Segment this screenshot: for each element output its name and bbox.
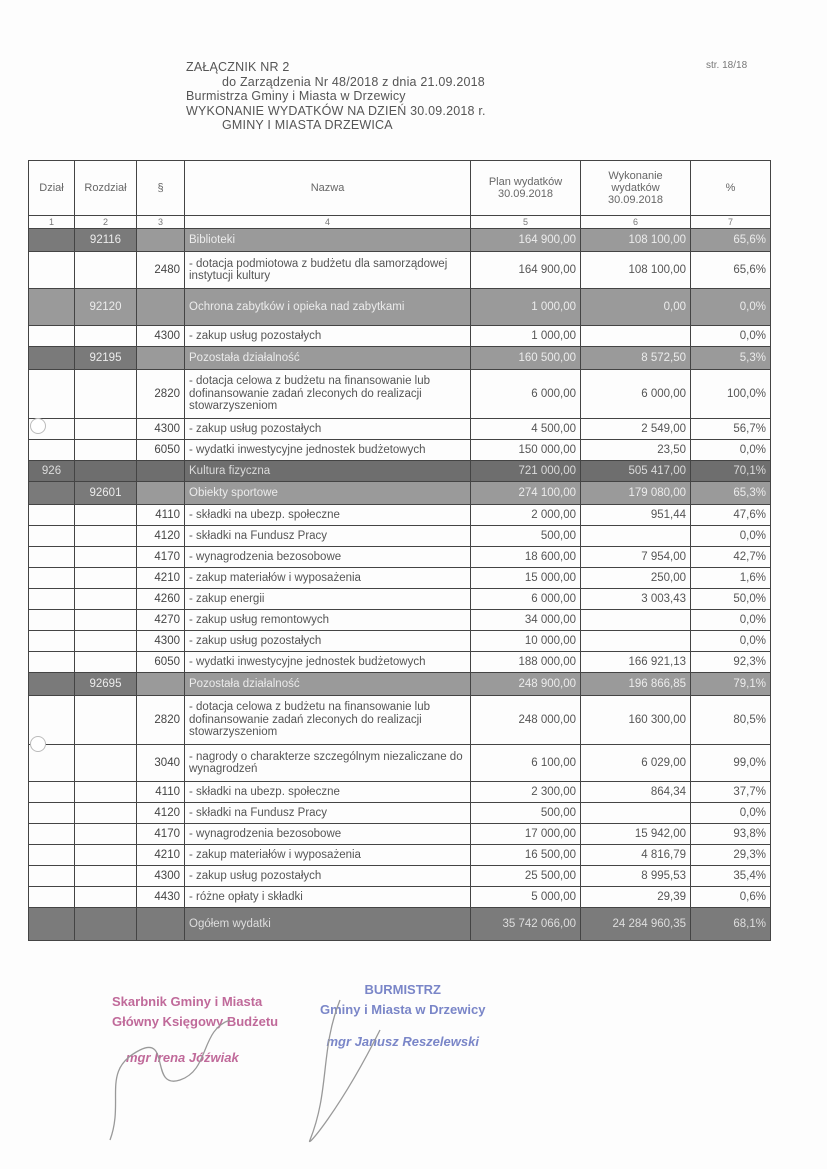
table-row bbox=[29, 824, 771, 845]
table-row bbox=[29, 568, 771, 589]
cell-plan: 721 000,00 bbox=[471, 461, 581, 482]
cell-paragraf: 4210 bbox=[137, 568, 185, 589]
document-header bbox=[186, 60, 486, 133]
cell-procent: 0,0% bbox=[691, 440, 771, 461]
cell-paragraf: 4300 bbox=[137, 419, 185, 440]
cell-paragraf: 6050 bbox=[137, 440, 185, 461]
cell-nazwa: Ochrona zabytków i opieka nad zabytkami bbox=[185, 289, 471, 326]
signature-mayor-line-2: Gminy i Miasta w Drzewicy bbox=[320, 1002, 486, 1017]
cell-wykonanie: 8 572,50 bbox=[581, 347, 691, 370]
punch-hole bbox=[30, 736, 46, 752]
cell-nazwa: Pozostała działalność bbox=[185, 347, 471, 370]
cell-rozdzial bbox=[75, 696, 137, 745]
cell-nazwa: - dotacja celowa z budżetu na finansowanie lub dofinansowanie zadań zleconych do realizacji stowarzyszeniom bbox=[185, 696, 471, 745]
cell-nazwa: - dotacja celowa z budżetu na finansowanie lub dofinansowanie zadań zleconych do realizacji stowarzyszeniom bbox=[185, 370, 471, 419]
cell-dzial bbox=[29, 887, 75, 908]
cell-wykonanie: 4 816,79 bbox=[581, 845, 691, 866]
col-number: 1 bbox=[29, 216, 75, 229]
cell-wykonanie: 108 100,00 bbox=[581, 229, 691, 252]
table-row bbox=[29, 845, 771, 866]
cell-procent: 56,7% bbox=[691, 419, 771, 440]
cell-procent: 47,6% bbox=[691, 505, 771, 526]
cell-nazwa: - składki na Fundusz Pracy bbox=[185, 526, 471, 547]
cell-dzial bbox=[29, 440, 75, 461]
cell-paragraf: 4120 bbox=[137, 526, 185, 547]
cell-nazwa: - składki na ubezp. społeczne bbox=[185, 782, 471, 803]
cell-dzial bbox=[29, 229, 75, 252]
cell-plan: 6 100,00 bbox=[471, 745, 581, 782]
cell-wykonanie: 505 417,00 bbox=[581, 461, 691, 482]
signature-mayor-line-1: BURMISTRZ bbox=[364, 982, 441, 997]
table-header-row bbox=[29, 161, 771, 216]
cell-rozdzial: 92116 bbox=[75, 229, 137, 252]
table-row bbox=[29, 347, 771, 370]
cell-paragraf: 2480 bbox=[137, 252, 185, 289]
cell-plan: 150 000,00 bbox=[471, 440, 581, 461]
cell-rozdzial bbox=[75, 326, 137, 347]
table-row bbox=[29, 803, 771, 824]
header-line-2: do Zarządzenia Nr 48/2018 z dnia 21.09.2018 bbox=[222, 74, 485, 89]
cell-procent: 1,6% bbox=[691, 568, 771, 589]
table-row bbox=[29, 440, 771, 461]
cell-wykonanie: 29,39 bbox=[581, 887, 691, 908]
cell-wykonanie: 15 942,00 bbox=[581, 824, 691, 845]
cell-rozdzial bbox=[75, 908, 137, 941]
cell-plan: 18 600,00 bbox=[471, 547, 581, 568]
cell-paragraf: 4300 bbox=[137, 866, 185, 887]
cell-dzial bbox=[29, 652, 75, 673]
cell-plan: 15 000,00 bbox=[471, 568, 581, 589]
cell-rozdzial bbox=[75, 652, 137, 673]
cell-procent: 0,0% bbox=[691, 631, 771, 652]
col-number: 4 bbox=[185, 216, 471, 229]
handwritten-signature bbox=[80, 990, 440, 1160]
table-row bbox=[29, 652, 771, 673]
page-number: str. 18/18 bbox=[706, 60, 748, 71]
cell-paragraf bbox=[137, 908, 185, 941]
table-row bbox=[29, 673, 771, 696]
cell-paragraf: 4260 bbox=[137, 589, 185, 610]
table-row bbox=[29, 887, 771, 908]
cell-rozdzial bbox=[75, 745, 137, 782]
cell-plan: 274 100,00 bbox=[471, 482, 581, 505]
cell-wykonanie: 166 921,13 bbox=[581, 652, 691, 673]
cell-plan: 188 000,00 bbox=[471, 652, 581, 673]
table-row bbox=[29, 252, 771, 289]
table-row bbox=[29, 526, 771, 547]
cell-plan: 10 000,00 bbox=[471, 631, 581, 652]
cell-plan: 35 742 066,00 bbox=[471, 908, 581, 941]
cell-plan: 164 900,00 bbox=[471, 229, 581, 252]
cell-dzial bbox=[29, 673, 75, 696]
cell-wykonanie bbox=[581, 610, 691, 631]
cell-procent: 92,3% bbox=[691, 652, 771, 673]
cell-paragraf: 4110 bbox=[137, 782, 185, 803]
cell-procent: 70,1% bbox=[691, 461, 771, 482]
cell-paragraf bbox=[137, 347, 185, 370]
cell-paragraf: 2820 bbox=[137, 370, 185, 419]
col-number: 2 bbox=[75, 216, 137, 229]
cell-plan: 248 000,00 bbox=[471, 696, 581, 745]
col-number: 5 bbox=[471, 216, 581, 229]
cell-nazwa: - zakup energii bbox=[185, 589, 471, 610]
col-header-paragraf: § bbox=[137, 161, 185, 216]
cell-wykonanie: 3 003,43 bbox=[581, 589, 691, 610]
cell-rozdzial bbox=[75, 782, 137, 803]
cell-paragraf: 4430 bbox=[137, 887, 185, 908]
cell-wykonanie: 179 080,00 bbox=[581, 482, 691, 505]
cell-dzial bbox=[29, 824, 75, 845]
cell-dzial bbox=[29, 782, 75, 803]
punch-hole bbox=[30, 418, 46, 434]
cell-nazwa: - zakup usług pozostałych bbox=[185, 631, 471, 652]
col-header-dzial: Dział bbox=[29, 161, 75, 216]
cell-rozdzial bbox=[75, 419, 137, 440]
col-header-procent: % bbox=[691, 161, 771, 216]
cell-plan: 160 500,00 bbox=[471, 347, 581, 370]
cell-wykonanie: 23,50 bbox=[581, 440, 691, 461]
expenditure-table bbox=[28, 160, 771, 941]
cell-procent: 99,0% bbox=[691, 745, 771, 782]
table-row bbox=[29, 419, 771, 440]
table-row bbox=[29, 631, 771, 652]
cell-plan: 1 000,00 bbox=[471, 289, 581, 326]
cell-nazwa: - różne opłaty i składki bbox=[185, 887, 471, 908]
cell-dzial bbox=[29, 289, 75, 326]
cell-plan: 248 900,00 bbox=[471, 673, 581, 696]
cell-paragraf bbox=[137, 673, 185, 696]
cell-plan: 4 500,00 bbox=[471, 419, 581, 440]
cell-paragraf: 4270 bbox=[137, 610, 185, 631]
table-row bbox=[29, 782, 771, 803]
cell-wykonanie bbox=[581, 631, 691, 652]
cell-paragraf: 2820 bbox=[137, 696, 185, 745]
table-row bbox=[29, 589, 771, 610]
cell-procent: 79,1% bbox=[691, 673, 771, 696]
cell-procent: 68,1% bbox=[691, 908, 771, 941]
cell-rozdzial: 92195 bbox=[75, 347, 137, 370]
col-number: 3 bbox=[137, 216, 185, 229]
cell-wykonanie bbox=[581, 326, 691, 347]
cell-plan: 6 000,00 bbox=[471, 370, 581, 419]
cell-dzial bbox=[29, 547, 75, 568]
cell-procent: 93,8% bbox=[691, 824, 771, 845]
cell-nazwa: - zakup materiałów i wyposażenia bbox=[185, 845, 471, 866]
header-line-4: WYKONANIE WYDATKÓW NA DZIEŃ 30.09.2018 r. bbox=[186, 103, 486, 118]
cell-nazwa: - wynagrodzenia bezosobowe bbox=[185, 547, 471, 568]
cell-nazwa: - wydatki inwestycyjne jednostek budżetowych bbox=[185, 440, 471, 461]
cell-rozdzial bbox=[75, 803, 137, 824]
cell-paragraf bbox=[137, 229, 185, 252]
table-row bbox=[29, 461, 771, 482]
cell-rozdzial bbox=[75, 505, 137, 526]
signature-mayor-name: mgr Janusz Reszelewski bbox=[326, 1034, 479, 1049]
cell-nazwa: - zakup usług pozostałych bbox=[185, 326, 471, 347]
cell-dzial bbox=[29, 610, 75, 631]
cell-rozdzial bbox=[75, 526, 137, 547]
cell-nazwa: - zakup usług remontowych bbox=[185, 610, 471, 631]
cell-rozdzial bbox=[75, 547, 137, 568]
cell-procent: 0,6% bbox=[691, 887, 771, 908]
cell-nazwa: Pozostała działalność bbox=[185, 673, 471, 696]
cell-plan: 17 000,00 bbox=[471, 824, 581, 845]
signature-treasurer-name: mgr Irena Jóźwiak bbox=[126, 1050, 239, 1065]
cell-dzial bbox=[29, 589, 75, 610]
cell-rozdzial: 92601 bbox=[75, 482, 137, 505]
column-number-row bbox=[29, 216, 771, 229]
col-header-plan: Plan wydatków 30.09.2018 bbox=[471, 161, 581, 216]
cell-plan: 1 000,00 bbox=[471, 326, 581, 347]
cell-nazwa: - wydatki inwestycyjne jednostek budżetowych bbox=[185, 652, 471, 673]
table-row bbox=[29, 610, 771, 631]
cell-rozdzial bbox=[75, 568, 137, 589]
cell-wykonanie: 6 000,00 bbox=[581, 370, 691, 419]
cell-paragraf: 4300 bbox=[137, 631, 185, 652]
cell-procent: 100,0% bbox=[691, 370, 771, 419]
table-row bbox=[29, 326, 771, 347]
cell-plan: 16 500,00 bbox=[471, 845, 581, 866]
signature-treasurer-line-1: Skarbnik Gminy i Miasta bbox=[112, 994, 263, 1009]
cell-dzial bbox=[29, 370, 75, 419]
cell-dzial bbox=[29, 347, 75, 370]
cell-dzial bbox=[29, 505, 75, 526]
col-number: 7 bbox=[691, 216, 771, 229]
cell-rozdzial bbox=[75, 824, 137, 845]
table-row bbox=[29, 696, 771, 745]
cell-rozdzial bbox=[75, 440, 137, 461]
cell-paragraf: 4110 bbox=[137, 505, 185, 526]
col-header-wykonanie: Wykonanie wydatków 30.09.2018 bbox=[581, 161, 691, 216]
cell-wykonanie: 864,34 bbox=[581, 782, 691, 803]
cell-plan: 500,00 bbox=[471, 526, 581, 547]
cell-plan: 25 500,00 bbox=[471, 866, 581, 887]
cell-rozdzial bbox=[75, 845, 137, 866]
cell-plan: 6 000,00 bbox=[471, 589, 581, 610]
cell-plan: 2 300,00 bbox=[471, 782, 581, 803]
cell-nazwa: - dotacja podmiotowa z budżetu dla samorządowej instytucji kultury bbox=[185, 252, 471, 289]
cell-dzial: 926 bbox=[29, 461, 75, 482]
cell-rozdzial bbox=[75, 461, 137, 482]
cell-rozdzial: 92120 bbox=[75, 289, 137, 326]
cell-plan: 2 000,00 bbox=[471, 505, 581, 526]
cell-nazwa: - zakup usług pozostałych bbox=[185, 866, 471, 887]
cell-procent: 50,0% bbox=[691, 589, 771, 610]
cell-plan: 5 000,00 bbox=[471, 887, 581, 908]
cell-dzial bbox=[29, 526, 75, 547]
cell-rozdzial bbox=[75, 252, 137, 289]
cell-rozdzial bbox=[75, 866, 137, 887]
cell-wykonanie: 2 549,00 bbox=[581, 419, 691, 440]
cell-wykonanie bbox=[581, 803, 691, 824]
cell-nazwa: - składki na Fundusz Pracy bbox=[185, 803, 471, 824]
header-line-1: ZAŁĄCZNIK NR 2 bbox=[186, 60, 290, 74]
cell-paragraf bbox=[137, 482, 185, 505]
signature-treasurer-line-2: Główny Księgowy Budżetu bbox=[112, 1014, 279, 1029]
cell-paragraf: 6050 bbox=[137, 652, 185, 673]
cell-procent: 35,4% bbox=[691, 866, 771, 887]
cell-dzial bbox=[29, 631, 75, 652]
table-row bbox=[29, 289, 771, 326]
cell-dzial bbox=[29, 908, 75, 941]
cell-procent: 5,3% bbox=[691, 347, 771, 370]
cell-wykonanie: 196 866,85 bbox=[581, 673, 691, 696]
cell-wykonanie: 7 954,00 bbox=[581, 547, 691, 568]
cell-nazwa: - zakup materiałów i wyposażenia bbox=[185, 568, 471, 589]
table-row bbox=[29, 229, 771, 252]
total-row bbox=[29, 908, 771, 941]
col-header-nazwa: Nazwa bbox=[185, 161, 471, 216]
table-body bbox=[29, 229, 771, 941]
cell-paragraf bbox=[137, 461, 185, 482]
cell-wykonanie: 0,00 bbox=[581, 289, 691, 326]
cell-paragraf: 4170 bbox=[137, 547, 185, 568]
cell-rozdzial bbox=[75, 589, 137, 610]
cell-procent: 0,0% bbox=[691, 289, 771, 326]
cell-nazwa: Kultura fizyczna bbox=[185, 461, 471, 482]
table-row bbox=[29, 745, 771, 782]
cell-paragraf: 4300 bbox=[137, 326, 185, 347]
cell-wykonanie: 951,44 bbox=[581, 505, 691, 526]
cell-wykonanie bbox=[581, 526, 691, 547]
cell-procent: 65,6% bbox=[691, 252, 771, 289]
cell-nazwa: - nagrody o charakterze szczególnym niezaliczane do wynagrodzeń bbox=[185, 745, 471, 782]
cell-wykonanie: 160 300,00 bbox=[581, 696, 691, 745]
table-row bbox=[29, 370, 771, 419]
cell-procent: 42,7% bbox=[691, 547, 771, 568]
cell-rozdzial: 92695 bbox=[75, 673, 137, 696]
cell-nazwa: Ogółem wydatki bbox=[185, 908, 471, 941]
cell-procent: 65,3% bbox=[691, 482, 771, 505]
cell-rozdzial bbox=[75, 610, 137, 631]
cell-rozdzial bbox=[75, 887, 137, 908]
cell-dzial bbox=[29, 803, 75, 824]
cell-wykonanie: 250,00 bbox=[581, 568, 691, 589]
cell-wykonanie: 24 284 960,35 bbox=[581, 908, 691, 941]
cell-paragraf bbox=[137, 289, 185, 326]
cell-plan: 34 000,00 bbox=[471, 610, 581, 631]
cell-procent: 65,6% bbox=[691, 229, 771, 252]
cell-plan: 164 900,00 bbox=[471, 252, 581, 289]
cell-dzial bbox=[29, 326, 75, 347]
col-header-rozdzial: Rozdział bbox=[75, 161, 137, 216]
table-row bbox=[29, 547, 771, 568]
cell-paragraf: 4120 bbox=[137, 803, 185, 824]
col-number: 6 bbox=[581, 216, 691, 229]
header-line-5: GMINY I MIASTA DRZEWICA bbox=[222, 118, 393, 132]
table-row bbox=[29, 866, 771, 887]
cell-plan: 500,00 bbox=[471, 803, 581, 824]
cell-wykonanie: 108 100,00 bbox=[581, 252, 691, 289]
cell-dzial bbox=[29, 252, 75, 289]
cell-procent: 80,5% bbox=[691, 696, 771, 745]
table-row bbox=[29, 505, 771, 526]
cell-nazwa: Biblioteki bbox=[185, 229, 471, 252]
cell-procent: 29,3% bbox=[691, 845, 771, 866]
table-row bbox=[29, 482, 771, 505]
cell-nazwa: - zakup usług pozostałych bbox=[185, 419, 471, 440]
cell-nazwa: - wynagrodzenia bezosobowe bbox=[185, 824, 471, 845]
cell-dzial bbox=[29, 482, 75, 505]
cell-nazwa: Obiekty sportowe bbox=[185, 482, 471, 505]
cell-paragraf: 4210 bbox=[137, 845, 185, 866]
cell-procent: 0,0% bbox=[691, 610, 771, 631]
cell-procent: 0,0% bbox=[691, 803, 771, 824]
header-line-3: Burmistrza Gminy i Miasta w Drzewicy bbox=[186, 89, 406, 103]
cell-dzial bbox=[29, 866, 75, 887]
cell-nazwa: - składki na ubezp. społeczne bbox=[185, 505, 471, 526]
cell-procent: 0,0% bbox=[691, 326, 771, 347]
cell-procent: 37,7% bbox=[691, 782, 771, 803]
cell-wykonanie: 8 995,53 bbox=[581, 866, 691, 887]
cell-procent: 0,0% bbox=[691, 526, 771, 547]
cell-wykonanie: 6 029,00 bbox=[581, 745, 691, 782]
cell-rozdzial bbox=[75, 631, 137, 652]
cell-paragraf: 3040 bbox=[137, 745, 185, 782]
cell-dzial bbox=[29, 845, 75, 866]
cell-paragraf: 4170 bbox=[137, 824, 185, 845]
cell-dzial bbox=[29, 568, 75, 589]
cell-rozdzial bbox=[75, 370, 137, 419]
